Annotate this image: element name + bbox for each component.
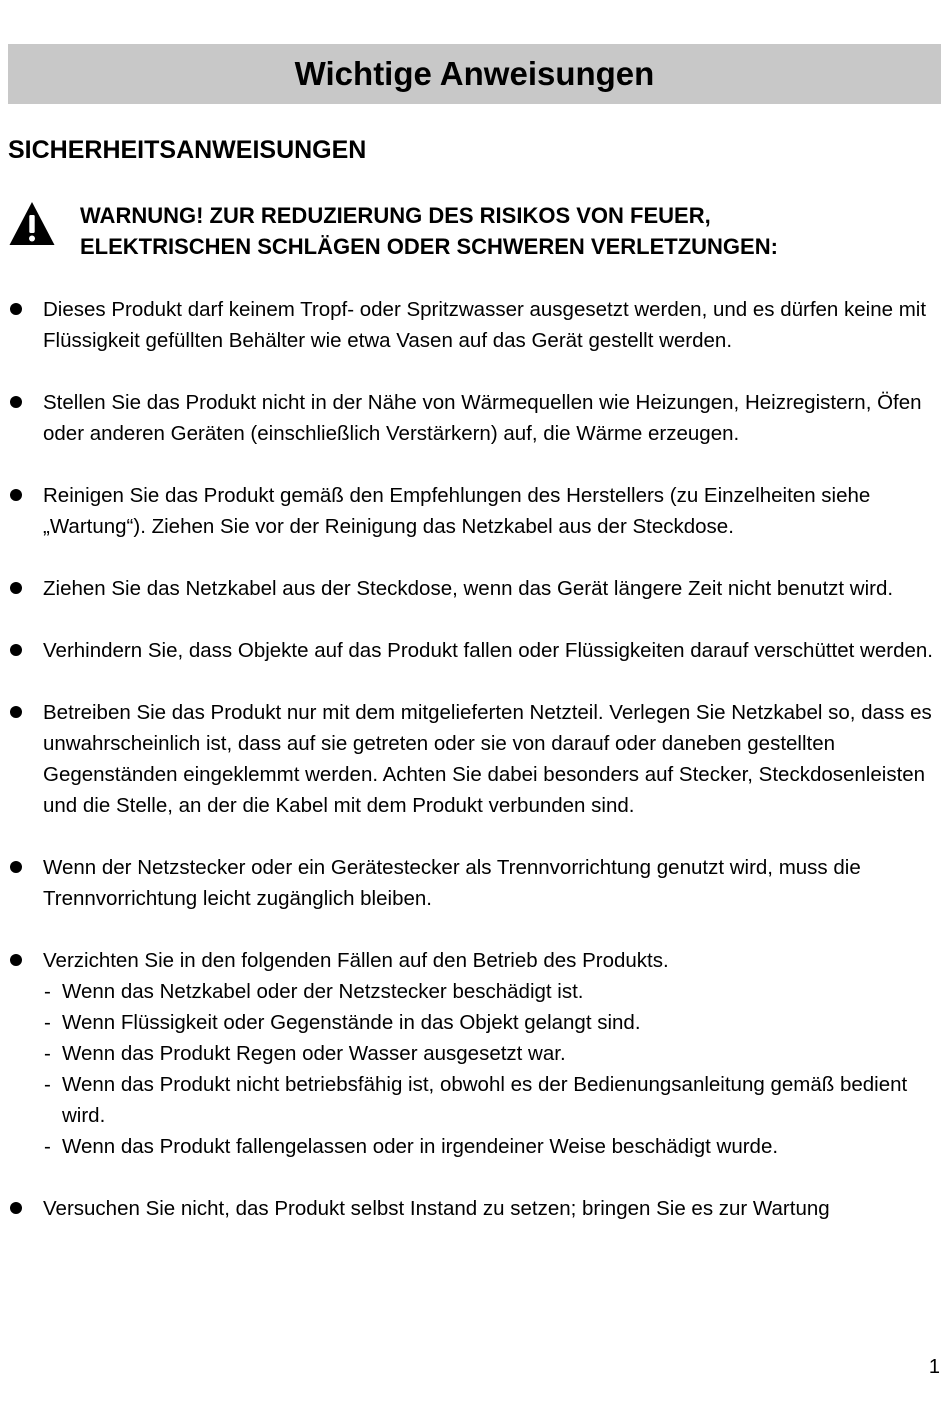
- warning-line-1: WARNUNG! ZUR REDUZIERUNG DES RISIKOS VON FEUER,: [80, 203, 711, 228]
- list-item: [0, 387, 950, 449]
- list-item: [0, 852, 950, 914]
- item-text: Ziehen Sie das Netzkabel aus der Steckdose, wenn das Gerät längere Zeit nicht benutzt wird.: [43, 577, 894, 600]
- sublist-item: [43, 1131, 944, 1162]
- bullet-icon: [10, 644, 22, 656]
- bullet-icon: [10, 489, 22, 501]
- item-text: Betreiben Sie das Produkt nur mit dem mitgelieferten Netzteil. Verlegen Sie Netzkabel so, dass es unwahrscheinlich ist, dass auf sie getreten oder sie von darauf oder daneben gestellten Gegenständen eingeklemmt werden. Achten Sie dabei besonders auf Stecker, Steckdosenleisten und die Stelle, an der die Kabel mit dem Produkt verbunden sind.: [43, 701, 932, 817]
- bullet-icon: [10, 303, 22, 315]
- warning-triangle-icon: [8, 200, 56, 248]
- dash-marker: -: [44, 980, 51, 1003]
- dash-marker: -: [44, 1073, 51, 1096]
- list-item: [0, 945, 950, 1162]
- safety-instructions-list: [0, 294, 950, 1255]
- dash-marker: -: [44, 1011, 51, 1034]
- item-text: Wenn der Netzstecker oder ein Gerätestecker als Trennvorrichtung genutzt wird, muss die Trennvorrichtung leicht zugänglich bleiben.: [43, 856, 861, 910]
- bullet-icon: [10, 1202, 22, 1214]
- warning-text: [80, 200, 930, 262]
- item-text: Stellen Sie das Produkt nicht in der Nähe von Wärmequellen wie Heizungen, Heizregistern, Öfen oder anderen Geräten (einschließlich Verstärkern) auf, die Wärme erzeugen.: [43, 391, 922, 445]
- bullet-icon: [10, 706, 22, 718]
- list-item: [0, 480, 950, 542]
- list-item: [0, 635, 950, 666]
- list-item: [0, 697, 950, 821]
- item-text: Verhindern Sie, dass Objekte auf das Produkt fallen oder Flüssigkeiten darauf verschüttet werden.: [43, 639, 933, 662]
- sublist: [43, 976, 944, 1162]
- item-text: Dieses Produkt darf keinem Tropf- oder Spritzwasser ausgesetzt werden, und es dürfen keine mit Flüssigkeit gefüllten Behälter wie etwa Vasen auf das Gerät gestellt werden.: [43, 298, 927, 352]
- sublist-item: [43, 1069, 944, 1131]
- subitem-text: Wenn das Netzkabel oder der Netzstecker beschädigt ist.: [62, 980, 584, 1003]
- page-title: Wichtige Anweisungen: [294, 55, 655, 92]
- subitem-text: Wenn Flüssigkeit oder Gegenstände in das Objekt gelangt sind.: [62, 1011, 641, 1034]
- bullet-icon: [10, 396, 22, 408]
- item-text: Versuchen Sie nicht, das Produkt selbst Instand zu setzen; bringen Sie es zur Wartung: [43, 1197, 830, 1220]
- sublist-item: [43, 1007, 944, 1038]
- dash-marker: -: [44, 1042, 51, 1065]
- dash-marker: -: [44, 1135, 51, 1158]
- item-text: Verzichten Sie in den folgenden Fällen auf den Betrieb des Produkts.: [43, 949, 669, 972]
- bullet-icon: [10, 954, 22, 966]
- bullet-icon: [10, 861, 22, 873]
- warning-line-2: ELEKTRISCHEN SCHLÄGEN ODER SCHWEREN VERLETZUNGEN:: [80, 234, 778, 259]
- sublist-item: [43, 1038, 944, 1069]
- sublist-item: [43, 976, 944, 1007]
- list-item: [0, 1193, 950, 1224]
- page-number: 1: [928, 1356, 940, 1378]
- section-heading: SICHERHEITSANWEISUNGEN: [8, 136, 367, 164]
- list-item: [0, 573, 950, 604]
- subitem-text: Wenn das Produkt Regen oder Wasser ausgesetzt war.: [62, 1042, 566, 1065]
- title-bar: [8, 44, 941, 104]
- subitem-text: Wenn das Produkt fallengelassen oder in irgendeiner Weise beschädigt wurde.: [62, 1135, 779, 1158]
- subitem-text: Wenn das Produkt nicht betriebsfähig ist, obwohl es der Bedienungsanleitung gemäß bedient wird.: [62, 1073, 908, 1127]
- bullet-icon: [10, 582, 22, 594]
- list-item: [0, 294, 950, 356]
- item-text: Reinigen Sie das Produkt gemäß den Empfehlungen des Herstellers (zu Einzelheiten siehe „Wartung“). Ziehen Sie vor der Reinigung das Netzkabel aus der Steckdose.: [43, 484, 871, 538]
